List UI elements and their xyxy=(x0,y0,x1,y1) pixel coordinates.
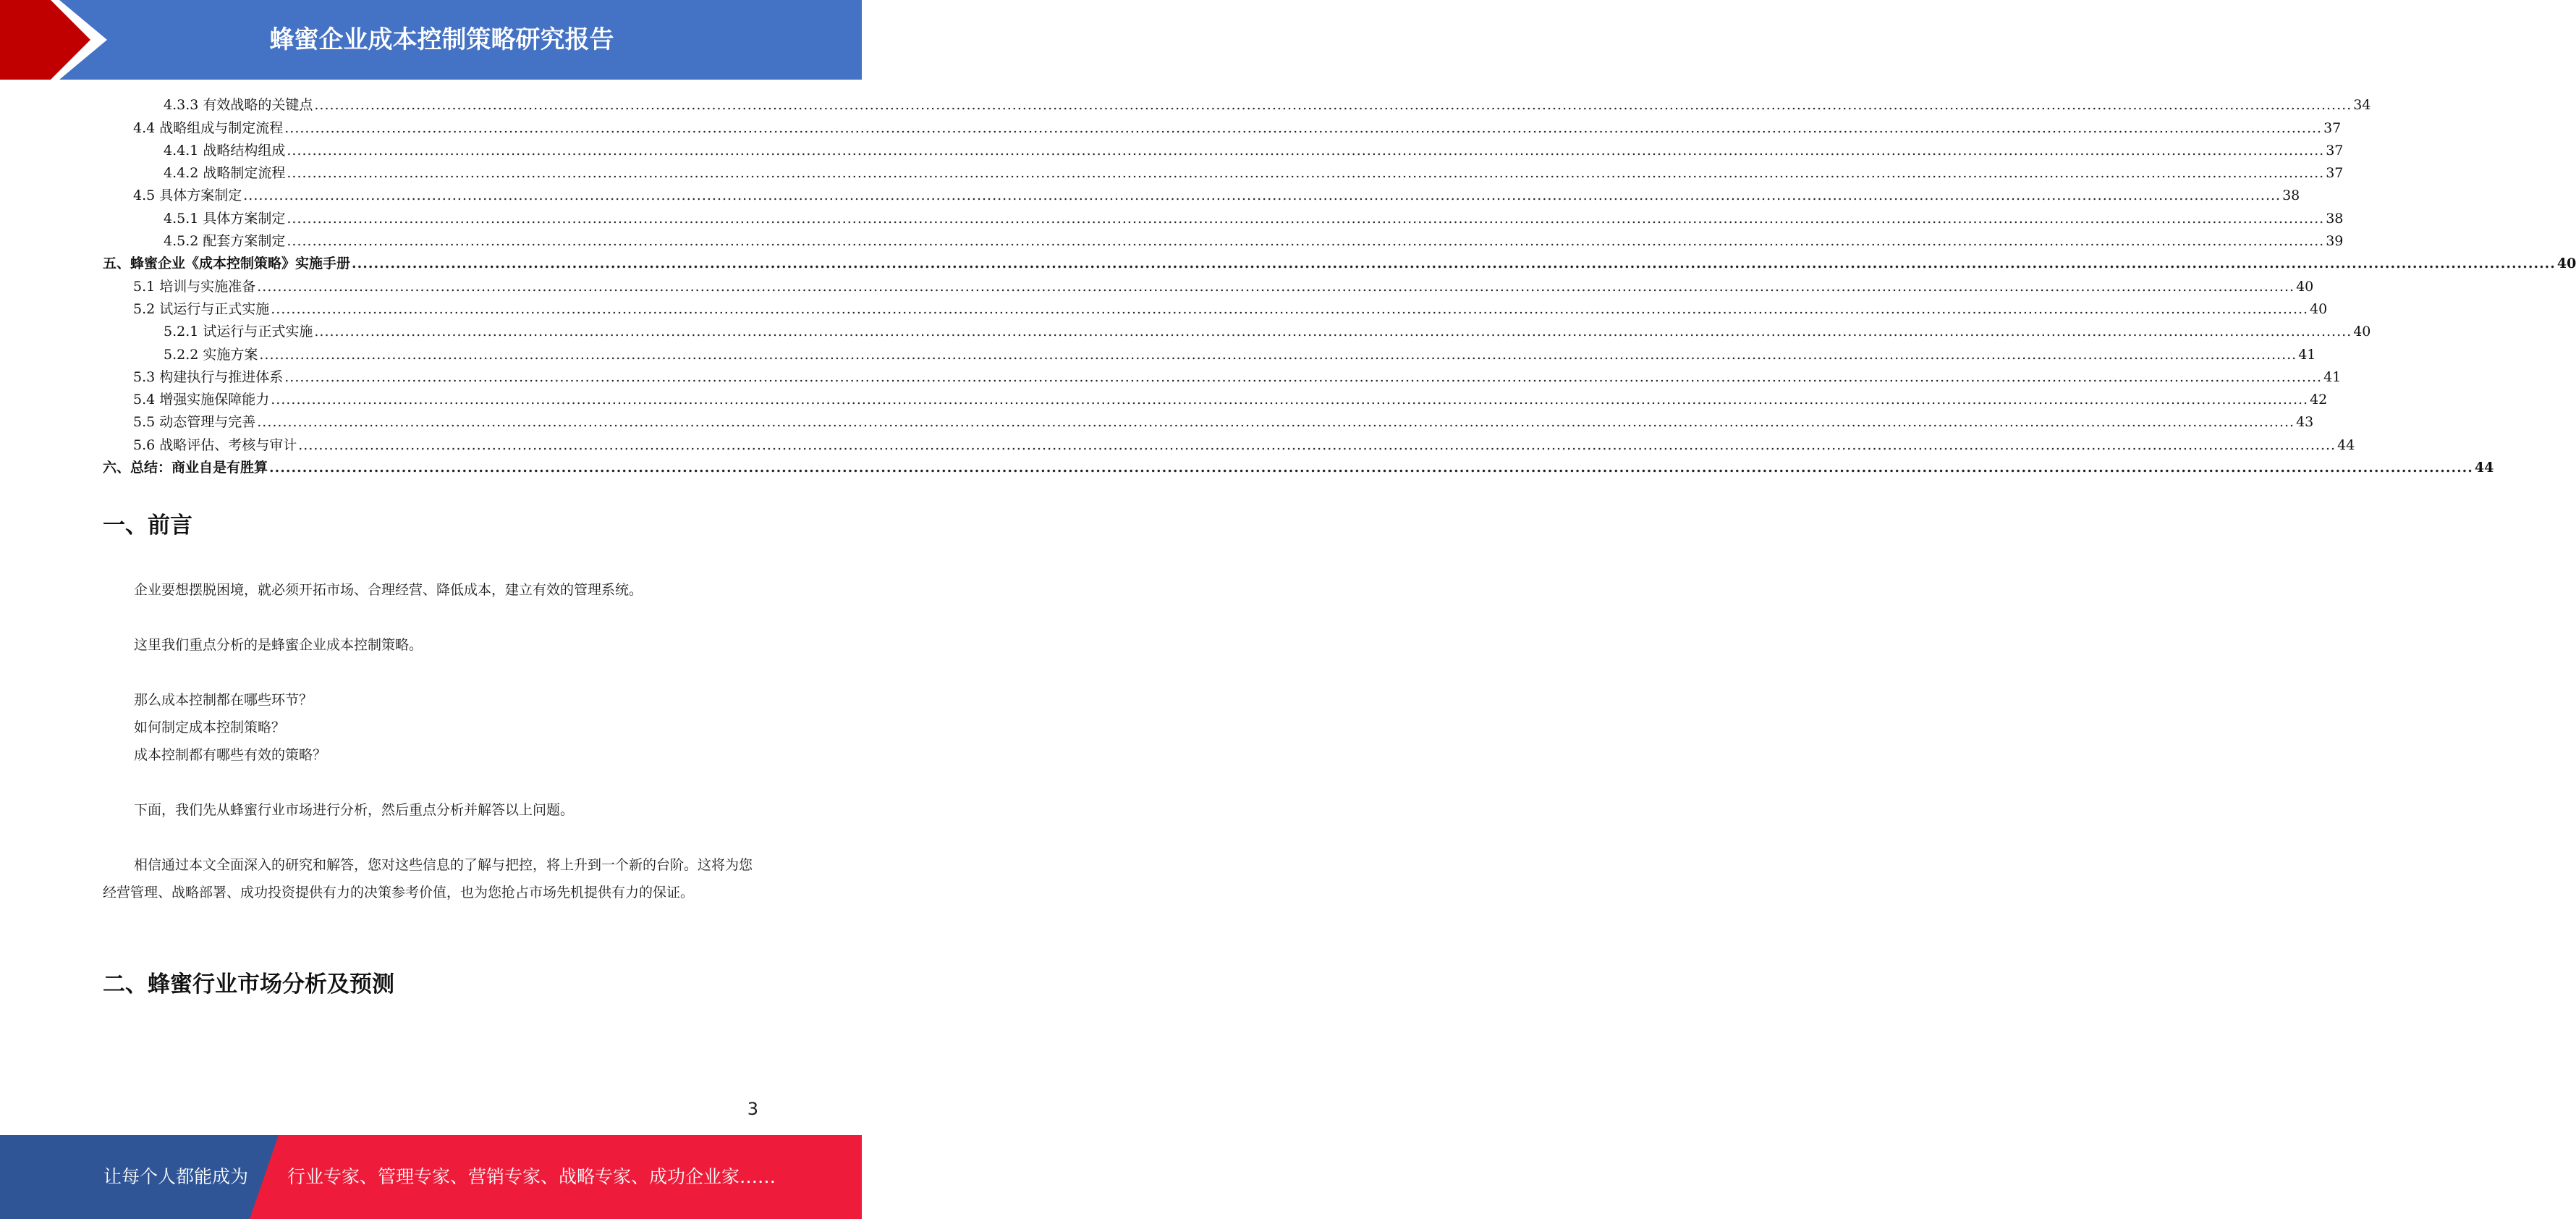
toc-entry-title: 5.2 试运行与正式实施 xyxy=(133,300,270,317)
toc-entry-title: 5.2.1 试运行与正式实施 xyxy=(164,324,313,340)
toc-leader-dots: ................................................................................................................................................................................................................................................................................................................................................................................................................ xyxy=(284,119,2323,136)
footer-slogan-right: 行业专家、管理专家、营销专家、战略专家、成功企业家…… xyxy=(287,1166,776,1187)
toc-leader-dots: ................................................................................................................................................................................................................................................................................................................................................................................................................ xyxy=(287,165,2325,182)
toc-entry-page: 42 xyxy=(2310,392,2328,408)
toc-entry-page: 44 xyxy=(2474,460,2494,476)
paragraph: 下面，我们先从蜂蜜行业市场进行分析，然后重点分析并解答以上问题。 xyxy=(134,802,575,818)
toc-leader-dots: ................................................................................................................................................................................................................................................................................................................................................................................................................ xyxy=(314,324,2352,340)
paragraph: 这里我们重点分析的是蜂蜜企业成本控制策略。 xyxy=(134,637,423,653)
paragraph: 企业要想摆脱困境，就必须开拓市场、合理经营、降低成本，建立有效的管理系统。 xyxy=(134,582,643,598)
header-band xyxy=(0,0,862,80)
toc-entry-page: 43 xyxy=(2296,414,2314,431)
section-heading-preface: 一、前言 xyxy=(103,513,192,539)
toc-leader-dots: ................................................................................................................................................................................................................................................................................................................................................................................................................ xyxy=(287,142,2325,159)
toc-entry[interactable] xyxy=(103,161,2344,183)
toc-leader-dots: ................................................................................................................................................................................................................................................................................................................................................................................................................ xyxy=(314,97,2352,114)
toc-entry-page: 40 xyxy=(2556,256,2576,272)
toc-entry[interactable] xyxy=(103,183,2300,206)
toc-entry[interactable] xyxy=(103,410,2314,432)
question-line: 如何制定成本控制策略？ xyxy=(134,720,286,735)
toc-leader-dots: ................................................................................................................................................................................................................................................................................................................................................................................................................ xyxy=(287,210,2325,227)
toc-leader-dots: ................................................................................................................................................................................................................................................................................................................................................................................................................ xyxy=(243,187,2281,204)
footer-slogan-left: 让每个人都能成为 xyxy=(103,1166,249,1187)
toc-entry-title: 六、总结：商业自是有胜算 xyxy=(103,460,268,476)
toc-entry[interactable] xyxy=(103,342,2316,364)
toc-entry[interactable] xyxy=(103,455,2494,478)
toc-entry-page: 41 xyxy=(2323,368,2342,385)
toc-entry-page: 34 xyxy=(2353,97,2371,114)
table-of-contents xyxy=(103,93,2576,478)
question-line: 那么成本控制都在哪些环节？ xyxy=(134,692,313,708)
toc-leader-dots: ................................................................................................................................................................................................................................................................................................................................................................................................................ xyxy=(352,256,2556,272)
toc-entry[interactable] xyxy=(103,229,2344,251)
toc-leader-dots: ................................................................................................................................................................................................................................................................................................................................................................................................................ xyxy=(257,278,2295,295)
toc-entry-page: 40 xyxy=(2353,324,2371,340)
toc-entry-title: 5.4 增强实施保障能力 xyxy=(133,392,270,408)
toc-leader-dots: ................................................................................................................................................................................................................................................................................................................................................................................................................ xyxy=(287,233,2325,250)
toc-entry-page: 37 xyxy=(2326,165,2344,182)
toc-leader-dots: ................................................................................................................................................................................................................................................................................................................................................................................................................ xyxy=(269,460,2473,476)
toc-entry[interactable] xyxy=(103,432,2355,455)
footer-band xyxy=(0,1135,862,1219)
section-heading-market-analysis: 二、蜂蜜行业市场分析及预测 xyxy=(103,971,394,997)
toc-entry-title: 4.5.2 配套方案制定 xyxy=(164,233,286,250)
toc-entry[interactable] xyxy=(103,115,2342,138)
toc-entry[interactable] xyxy=(103,319,2371,342)
toc-entry-title: 4.5.1 具体方案制定 xyxy=(164,210,286,227)
toc-leader-dots: ................................................................................................................................................................................................................................................................................................................................................................................................................ xyxy=(271,300,2309,317)
toc-entry-title: 4.5 具体方案制定 xyxy=(133,187,242,204)
question-line: 成本控制都有哪些有效的策略？ xyxy=(134,747,327,763)
document-title: 蜂蜜企业成本控制策略研究报告 xyxy=(269,25,614,54)
paragraph: 相信通过本文全面深入的研究和解答，您对这些信息的了解与把控，将上升到一个新的台阶。这将为您经营管理、战略部署、成功投资提供有力的决策参考价值，也为您抢占市场先机提供有力的保证。 xyxy=(103,857,753,900)
page-number: 3 xyxy=(747,1099,758,1119)
toc-entry-title: 4.3.3 有效战略的关键点 xyxy=(164,97,313,114)
toc-entry-page: 40 xyxy=(2296,278,2314,295)
toc-entry[interactable] xyxy=(103,387,2328,410)
toc-leader-dots: ................................................................................................................................................................................................................................................................................................................................................................................................................ xyxy=(298,436,2336,453)
toc-leader-dots: ................................................................................................................................................................................................................................................................................................................................................................................................................ xyxy=(259,346,2297,363)
toc-entry-page: 40 xyxy=(2310,300,2328,317)
toc-leader-dots: ................................................................................................................................................................................................................................................................................................................................................................................................................ xyxy=(257,414,2295,431)
toc-entry[interactable] xyxy=(103,93,2371,115)
toc-entry-title: 5.1 培训与实施准备 xyxy=(133,278,256,295)
toc-entry-title: 五、蜂蜜企业《成本控制策略》实施手册 xyxy=(103,256,351,272)
toc-entry-title: 5.6 战略评估、考核与审计 xyxy=(133,436,297,453)
toc-entry-page: 37 xyxy=(2326,142,2344,159)
toc-leader-dots: ................................................................................................................................................................................................................................................................................................................................................................................................................ xyxy=(284,368,2323,385)
toc-entry-title: 4.4.2 战略制定流程 xyxy=(164,165,286,182)
toc-entry-page: 44 xyxy=(2337,436,2355,453)
toc-entry-page: 39 xyxy=(2326,233,2344,250)
toc-entry-title: 4.4 战略组成与制定流程 xyxy=(133,119,284,136)
toc-entry-page: 38 xyxy=(2282,187,2300,204)
toc-entry-page: 37 xyxy=(2323,119,2342,136)
toc-entry-page: 41 xyxy=(2298,346,2316,363)
toc-entry-page: 38 xyxy=(2326,210,2344,227)
toc-entry-title: 5.5 动态管理与完善 xyxy=(133,414,256,431)
toc-entry[interactable] xyxy=(103,274,2314,296)
toc-entry-title: 5.3 构建执行与推进体系 xyxy=(133,368,284,385)
toc-entry[interactable] xyxy=(103,365,2342,387)
toc-entry-title: 4.4.1 战略结构组成 xyxy=(164,142,286,159)
toc-entry[interactable] xyxy=(103,206,2344,228)
toc-entry[interactable] xyxy=(103,251,2576,274)
toc-entry[interactable] xyxy=(103,138,2344,161)
toc-leader-dots: ................................................................................................................................................................................................................................................................................................................................................................................................................ xyxy=(271,392,2309,408)
toc-entry-title: 5.2.2 实施方案 xyxy=(164,346,258,363)
toc-entry[interactable] xyxy=(103,297,2328,319)
